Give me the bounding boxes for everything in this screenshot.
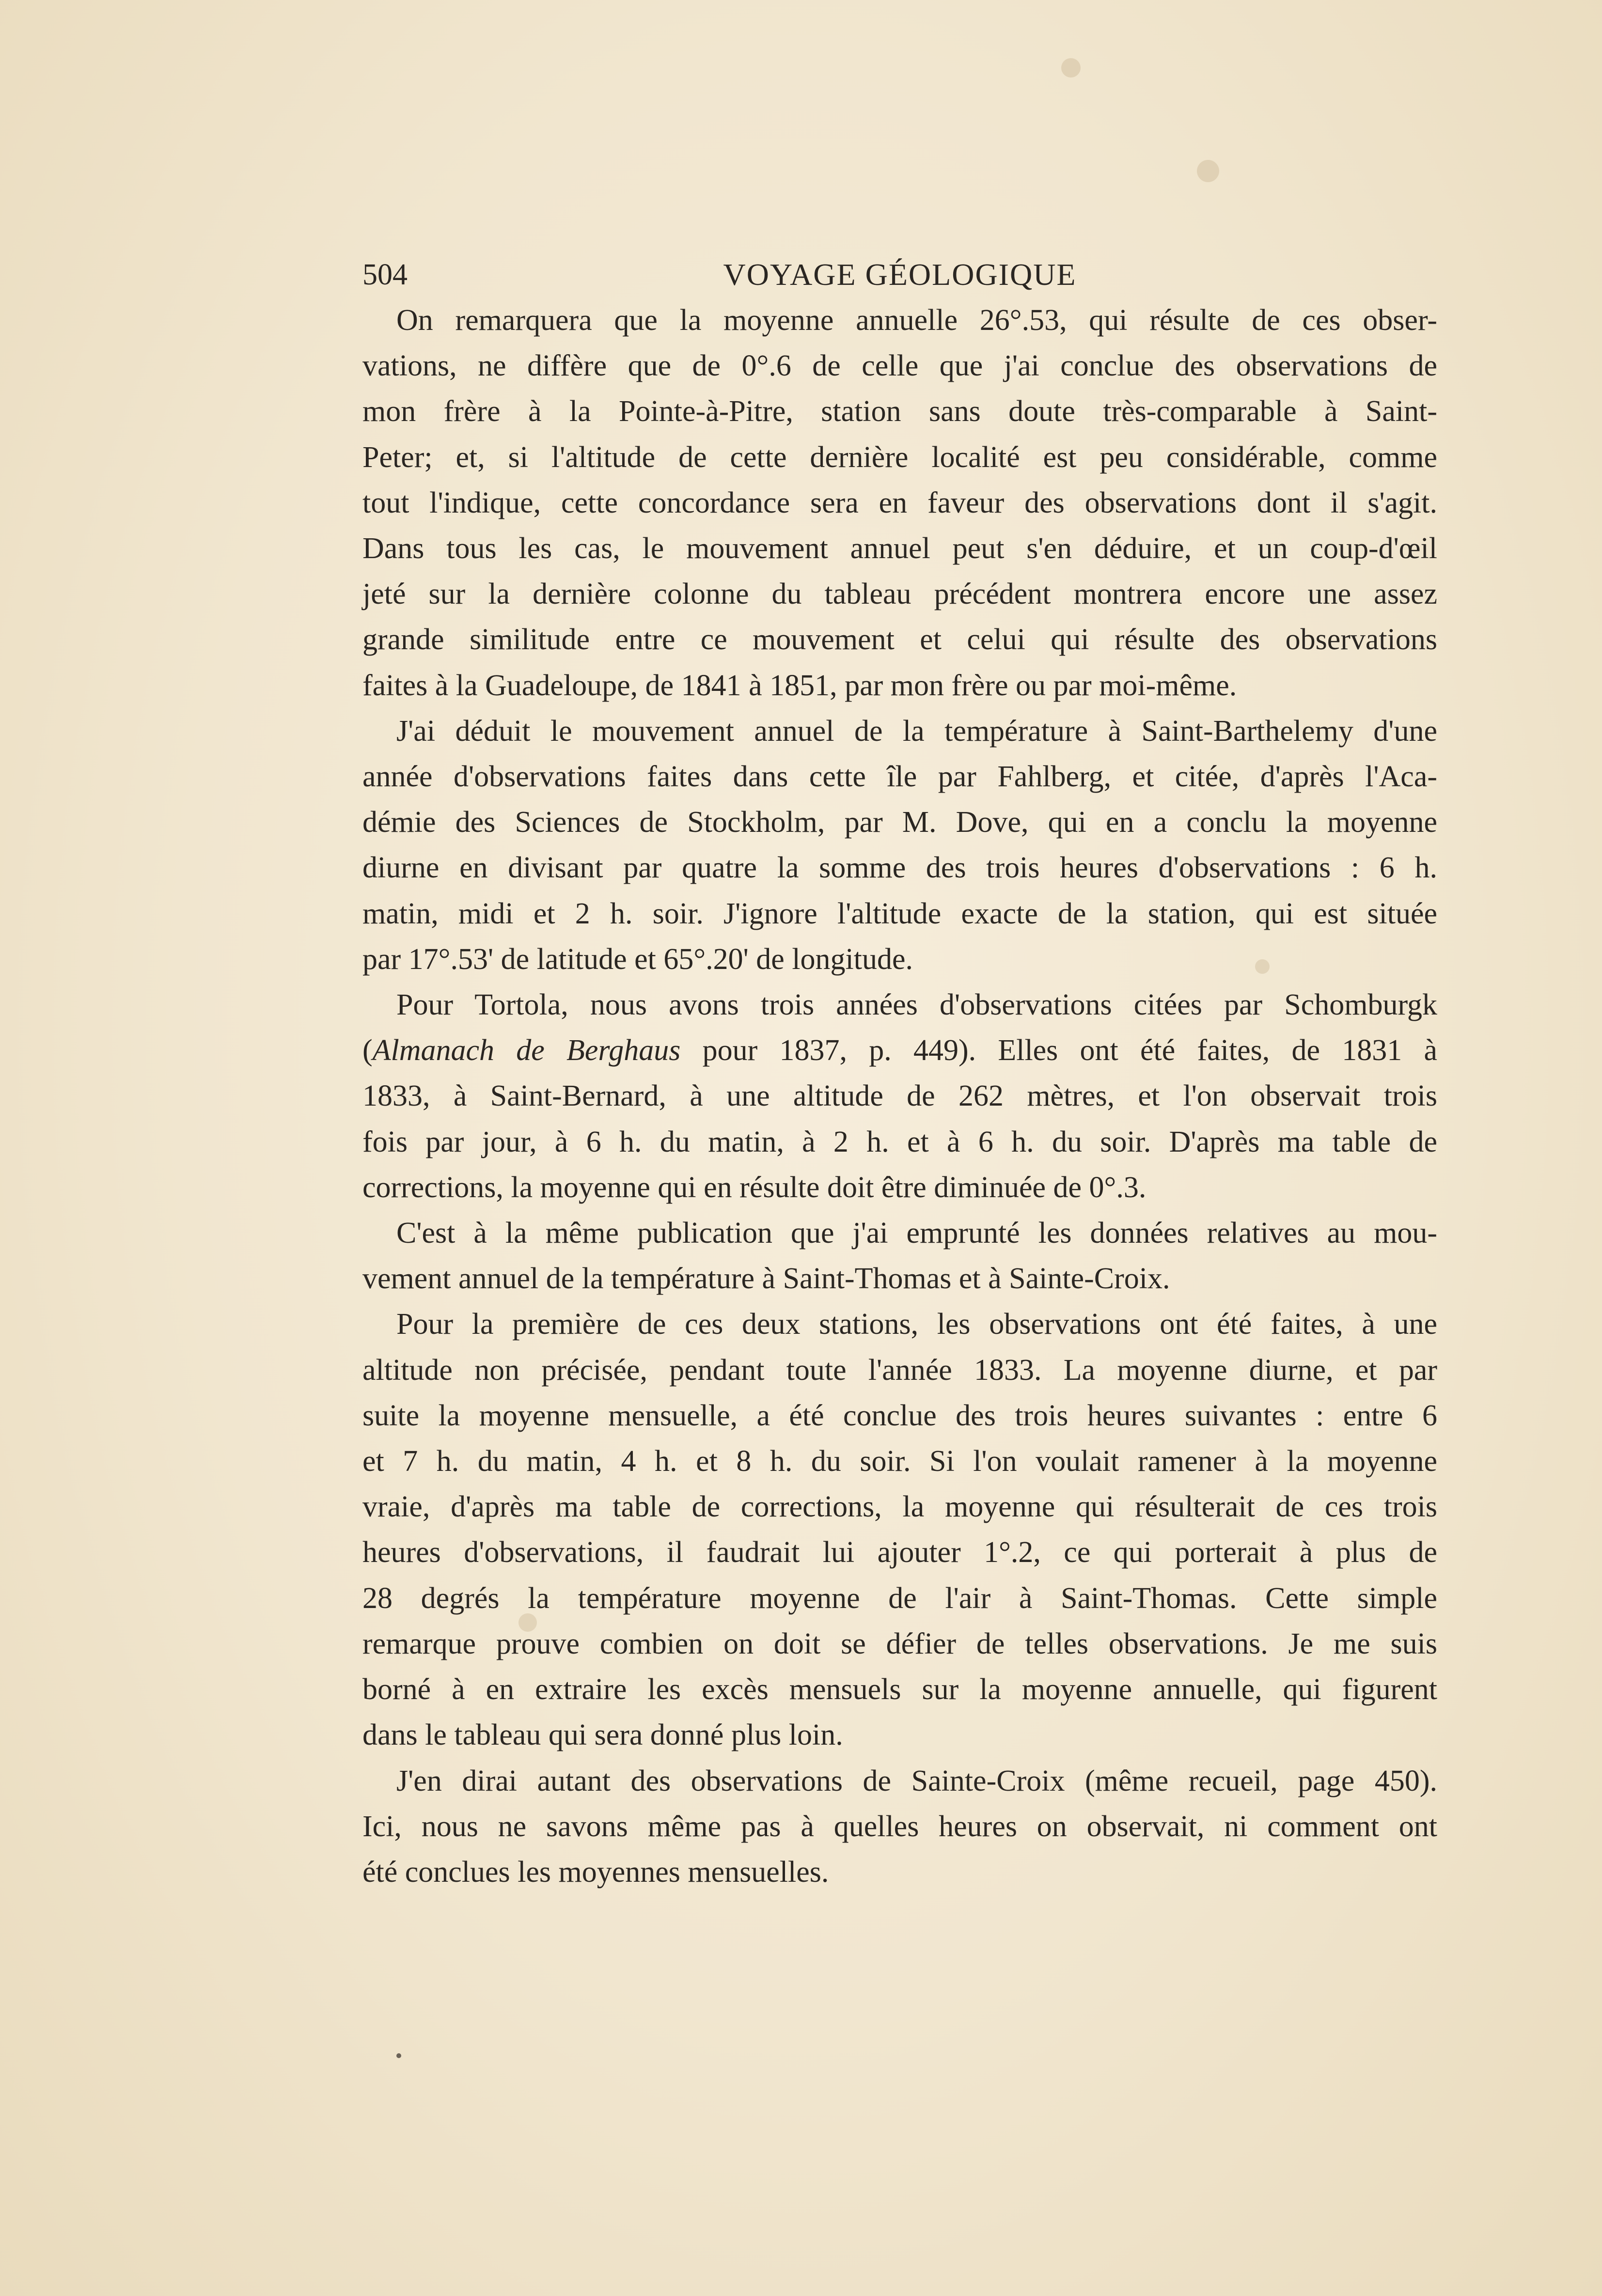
text-line: (Almanach de Berghaus pour 1837, p. 449). Elles ont été faites, de 1831 à xyxy=(362,1034,1437,1067)
ink-speck xyxy=(396,2053,401,2058)
text-line: J'en dirai autant des observations de Sainte-Croix (même recueil, page 450). xyxy=(396,1764,1437,1797)
publication-title: Almanach de Berghaus xyxy=(372,1034,681,1067)
text-line: Ici, nous ne savons même pas à quelles heures on observait, ni comment ont xyxy=(362,1810,1437,1843)
text-line: Dans tous les cas, le mouvement annuel peut s'en déduire, et un coup-d'œil xyxy=(362,532,1437,565)
text-line: vement annuel de la température à Saint-Thomas et à Sainte-Croix. xyxy=(362,1262,1170,1296)
paragraph xyxy=(362,1301,1437,1758)
text-line: faites à la Guadeloupe, de 1841 à 1851, par mon frère ou par moi-même. xyxy=(362,669,1237,702)
text-line: 28 degrés la température moyenne de l'air à Saint-Thomas. Cette simple xyxy=(362,1581,1437,1615)
text-line: mon frère à la Pointe-à-Pitre, station sans doute très-comparable à Saint- xyxy=(362,395,1437,428)
text-line: dans le tableau qui sera donné plus loin. xyxy=(362,1718,843,1752)
paper-stain xyxy=(1197,160,1219,182)
paragraph xyxy=(362,982,1437,1210)
text-line: borné à en extraire les excès mensuels sur la moyenne annuelle, qui figurent xyxy=(362,1673,1437,1706)
text-line: diurne en divisant par quatre la somme des trois heures d'observations : 6 h. xyxy=(362,851,1437,885)
text-line: heures d'observations, il faudrait lui ajouter 1°.2, ce qui porterait à plus de xyxy=(362,1536,1437,1569)
text-line: matin, midi et 2 h. soir. J'ignore l'altitude exacte de la station, qui est située xyxy=(362,897,1437,930)
page-number: 504 xyxy=(362,258,408,291)
text-line: altitude non précisée, pendant toute l'année 1833. La moyenne diurne, et par xyxy=(362,1353,1437,1387)
text-line: J'ai déduit le mouvement annuel de la température à Saint-Barthelemy d'une xyxy=(396,714,1437,748)
page-header xyxy=(362,252,1437,297)
page-body xyxy=(362,252,1437,1895)
text-line: Pour la première de ces deux stations, les observations ont été faites, à une xyxy=(396,1308,1437,1341)
running-title: VOYAGE GÉOLOGIQUE xyxy=(723,257,1077,292)
text-line: suite la moyenne mensuelle, a été conclue des trois heures suivantes : entre 6 xyxy=(362,1399,1437,1432)
text-line: fois par jour, à 6 h. du matin, à 2 h. et à 6 h. du soir. D'après ma table de xyxy=(362,1125,1437,1158)
text-line: démie des Sciences de Stockholm, par M. Dove, qui en a conclu la moyenne xyxy=(362,806,1437,839)
text-line: C'est à la même publication que j'ai emprunté les données relatives au mou- xyxy=(396,1217,1437,1250)
paragraph xyxy=(362,708,1437,982)
text-line: Peter; et, si l'altitude de cette dernière localité est peu considérable, comme xyxy=(362,440,1437,474)
text-line: année d'observations faites dans cette île par Fahlberg, et citée, d'après l'Aca- xyxy=(362,760,1437,794)
text-line: vraie, d'après ma table de corrections, la moyenne qui résulterait de ces trois xyxy=(362,1490,1437,1524)
text-line: par 17°.53' de latitude et 65°.20' de longitude. xyxy=(362,942,913,976)
text-line: été conclues les moyennes mensuelles. xyxy=(362,1855,829,1889)
text-line: grande similitude entre ce mouvement et celui qui résulte des observations xyxy=(362,623,1437,656)
paper-stain xyxy=(1061,58,1081,78)
text-line: tout l'indique, cette concordance sera en faveur des observations dont il s'agit. xyxy=(362,486,1437,519)
text-line: et 7 h. du matin, 4 h. et 8 h. du soir. Si l'on voulait ramener à la moyenne xyxy=(362,1445,1437,1478)
paragraph xyxy=(362,1758,1437,1895)
text-line: On remarquera que la moyenne annuelle 26°.53, qui résulte de ces obser- xyxy=(396,304,1437,337)
text-line: 1833, à Saint-Bernard, à une altitude de 262 mètres, et l'on observait trois xyxy=(362,1079,1437,1113)
paragraph xyxy=(362,297,1437,708)
text-line: jeté sur la dernière colonne du tableau précédent montrera encore une assez xyxy=(362,578,1437,611)
text-line: corrections, la moyenne qui en résulte doit être diminuée de 0°.3. xyxy=(362,1171,1147,1204)
paragraph xyxy=(362,1210,1437,1301)
text-line: remarque prouve combien on doit se défier de telles observations. Je me suis xyxy=(362,1627,1437,1660)
text-line: vations, ne diffère que de 0°.6 de celle que j'ai conclue des observations de xyxy=(362,349,1437,383)
text-line: Pour Tortola, nous avons trois années d'observations citées par Schomburgk xyxy=(396,988,1437,1022)
